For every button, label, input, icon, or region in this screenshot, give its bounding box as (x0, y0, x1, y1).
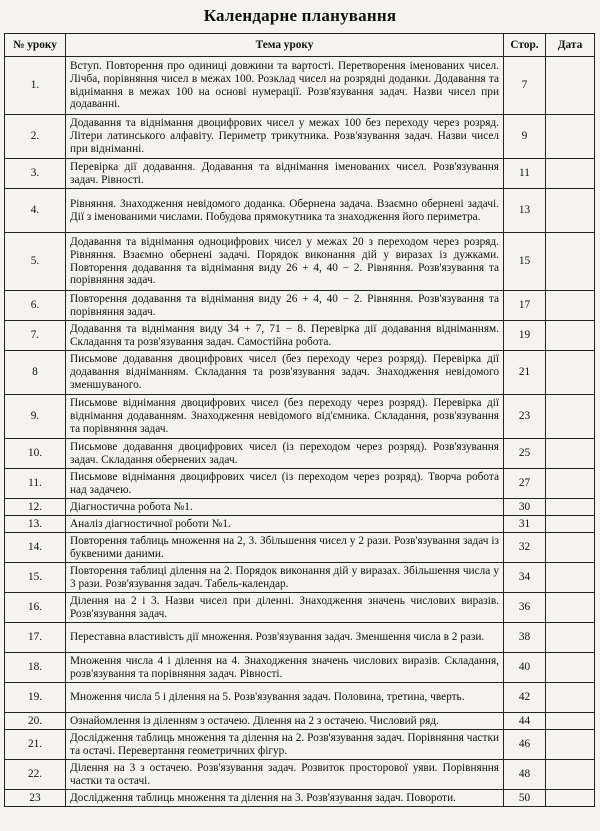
lesson-topic: Множення числа 4 і ділення на 4. Знаходження значень числових виразів. Складання, розв'язування та порівняння задач. Рівності. (66, 653, 504, 683)
lesson-topic: Повторення таблиці ділення на 2. Порядок виконання дій у виразах. Збільшення числа у 3 рази. Розв'язування задач. Табель-календар. (66, 563, 504, 593)
table-row (5, 189, 595, 233)
lesson-number: 15. (5, 563, 66, 593)
lesson-number: 22. (5, 760, 66, 790)
lesson-topic: Перевірка дії додавання. Додавання та віднімання іменованих чисел. Розв'язування задач. Рівності. (66, 159, 504, 189)
table-row (5, 115, 595, 159)
table-row (5, 439, 595, 469)
page-number: 31 (504, 516, 546, 533)
page-number: 38 (504, 623, 546, 653)
page-number: 25 (504, 439, 546, 469)
lesson-topic: Ділення на 2 і 3. Назви чисел при діленні. Знаходження значень числових виразів. Розв'язування задач. (66, 593, 504, 623)
table-row (5, 291, 595, 321)
lesson-date (546, 115, 595, 159)
lesson-topic: Повторення додавання та віднімання виду 26 + 4, 40 − 2. Рівняння. Розв'язування та порівняння задач. (66, 291, 504, 321)
table-row (5, 713, 595, 730)
lesson-date (546, 730, 595, 760)
page-number: 34 (504, 563, 546, 593)
lesson-number: 16. (5, 593, 66, 623)
lesson-topic: Рівняння. Знаходження невідомого доданка. Обернена задача. Взаємно обернені задачі. Дії з іменованими числами. Побудова прямокутника та знаходження його периметра. (66, 189, 504, 233)
lesson-number: 12. (5, 499, 66, 516)
lesson-topic: Дослідження таблиць множення та ділення на 3. Розв'язування задач. Повороти. (66, 790, 504, 807)
page-number: 48 (504, 760, 546, 790)
page-title: Календарне планування (203, 6, 397, 25)
lesson-date (546, 321, 595, 351)
lesson-plan-table (4, 33, 595, 807)
lesson-topic: Діагностична робота №1. (66, 499, 504, 516)
table-row (5, 653, 595, 683)
table-row (5, 760, 595, 790)
lesson-topic: Додавання та віднімання одноцифрових чисел у межах 20 з переходом через розряд. Рівняння. Взаємно обернені задачі. Порядок виконання дій у виразах із дужками. Повторення додавання та віднімання виду 26 + 4, 40 − 2. Рівняння. Розв'язування та порівняння задач. (66, 233, 504, 291)
table-row (5, 533, 595, 563)
lesson-number: 19. (5, 683, 66, 713)
lesson-date (546, 516, 595, 533)
page-number: 27 (504, 469, 546, 499)
page-number: 17 (504, 291, 546, 321)
table-row (5, 233, 595, 291)
table-row (5, 321, 595, 351)
lesson-date (546, 439, 595, 469)
table-row (5, 351, 595, 395)
table-row (5, 683, 595, 713)
header-lesson-number: № уроку (5, 34, 66, 57)
lesson-date (546, 790, 595, 807)
lesson-topic: Письмове додавання двоцифрових чисел (із переходом через розряд). Розв'язування задач. Складання обернених задач. (66, 439, 504, 469)
lesson-number: 6. (5, 291, 66, 321)
lesson-topic: Аналіз діагностичної роботи №1. (66, 516, 504, 533)
page-number: 50 (504, 790, 546, 807)
lesson-number: 1. (5, 57, 66, 115)
table-row (5, 593, 595, 623)
lesson-number: 9. (5, 395, 66, 439)
lesson-date (546, 623, 595, 653)
lesson-topic: Письмове віднімання двоцифрових чисел (із переходом через розряд). Творча робота над задачею. (66, 469, 504, 499)
page-number: 11 (504, 159, 546, 189)
lesson-number: 14. (5, 533, 66, 563)
lesson-number: 10. (5, 439, 66, 469)
lesson-topic: Вступ. Повторення про одиниці довжини та вартості. Перетворення іменованих чисел. Лічба, порівняння чисел в межах 100. Розклад чисел на розрядні доданки. Додавання та віднімання в межах 100 на основі нумерації. Розв'язування задач. Назви чисел при додаванні. (66, 57, 504, 115)
page-number: 7 (504, 57, 546, 115)
lesson-number: 13. (5, 516, 66, 533)
lesson-number: 17. (5, 623, 66, 653)
lesson-date (546, 57, 595, 115)
table-row (5, 159, 595, 189)
lesson-topic: Множення числа 5 і ділення на 5. Розв'язування задач. Половина, третина, чверть. (66, 683, 504, 713)
lesson-date (546, 351, 595, 395)
page-number: 40 (504, 653, 546, 683)
page-number: 21 (504, 351, 546, 395)
lesson-topic: Ділення на 3 з остачею. Розв'язування задач. Розвиток просторової уяви. Порівняння частки та остачі. (66, 760, 504, 790)
page-number: 15 (504, 233, 546, 291)
lesson-number: 4. (5, 189, 66, 233)
lesson-topic: Додавання та віднімання двоцифрових чисел у межах 100 без переходу через розряд. Літери латинського алфавіту. Периметр трикутника. Розв'язування задач. Назви чисел при відніманні. (66, 115, 504, 159)
lesson-date (546, 563, 595, 593)
page-number: 42 (504, 683, 546, 713)
page-number: 9 (504, 115, 546, 159)
lesson-topic: Дослідження таблиць множення та ділення на 2. Розв'язування задач. Порівняння частки та остачі. Перевертання геометричних фігур. (66, 730, 504, 760)
lesson-date (546, 189, 595, 233)
lesson-number: 18. (5, 653, 66, 683)
header-page: Стор. (504, 34, 546, 57)
page-number: 32 (504, 533, 546, 563)
lesson-date (546, 713, 595, 730)
lesson-date (546, 653, 595, 683)
table-row (5, 623, 595, 653)
table-row (5, 730, 595, 760)
lesson-number: 11. (5, 469, 66, 499)
lesson-number: 20. (5, 713, 66, 730)
lesson-date (546, 593, 595, 623)
table-row (5, 469, 595, 499)
lesson-date (546, 683, 595, 713)
page-number: 30 (504, 499, 546, 516)
lesson-topic: Переставна властивість дії множення. Розв'язування задач. Зменшення числа в 2 рази. (66, 623, 504, 653)
table-row (5, 395, 595, 439)
lesson-number: 21. (5, 730, 66, 760)
lesson-topic: Повторення таблиць множення на 2, 3. Збільшення чисел у 2 рази. Розв'язування задач із буквеними даними. (66, 533, 504, 563)
table-row (5, 563, 595, 593)
lesson-date (546, 395, 595, 439)
lesson-date (546, 499, 595, 516)
table-row (5, 57, 595, 115)
lesson-date (546, 159, 595, 189)
page-number: 46 (504, 730, 546, 760)
lesson-date (546, 760, 595, 790)
page-number: 23 (504, 395, 546, 439)
page-number: 19 (504, 321, 546, 351)
page-number: 44 (504, 713, 546, 730)
lesson-topic: Додавання та віднімання виду 34 + 7, 71 − 8. Перевірка дії додавання відніманням. Складання та розв'язування задач. Самостійна робота. (66, 321, 504, 351)
lesson-topic: Письмове додавання двоцифрових чисел (без переходу через розряд). Перевірка дії додавання відніманням. Складання та розв'язування задач. Знаходження невідомого зменшуваного. (66, 351, 504, 395)
table-row (5, 790, 595, 807)
lesson-number: 3. (5, 159, 66, 189)
table-row (5, 499, 595, 516)
lesson-number: 5. (5, 233, 66, 291)
table-header-row (5, 34, 595, 57)
lesson-date (546, 291, 595, 321)
lesson-topic: Ознайомлення із діленням з остачею. Ділення на 2 з остачею. Числовий ряд. (66, 713, 504, 730)
lesson-number: 2. (5, 115, 66, 159)
lesson-date (546, 533, 595, 563)
page-number: 13 (504, 189, 546, 233)
lesson-number: 8 (5, 351, 66, 395)
lesson-date (546, 233, 595, 291)
table-row (5, 516, 595, 533)
lesson-number: 23 (5, 790, 66, 807)
lesson-number: 7. (5, 321, 66, 351)
header-date: Дата (546, 34, 595, 57)
lesson-topic: Письмове віднімання двоцифрових чисел (без переходу через розряд). Перевірка дії віднімання додаванням. Знаходження невідомого від'ємника. Складання, розв'язування та порівняння задач. (66, 395, 504, 439)
page-number: 36 (504, 593, 546, 623)
header-lesson-topic: Тема уроку (66, 34, 504, 57)
lesson-date (546, 469, 595, 499)
